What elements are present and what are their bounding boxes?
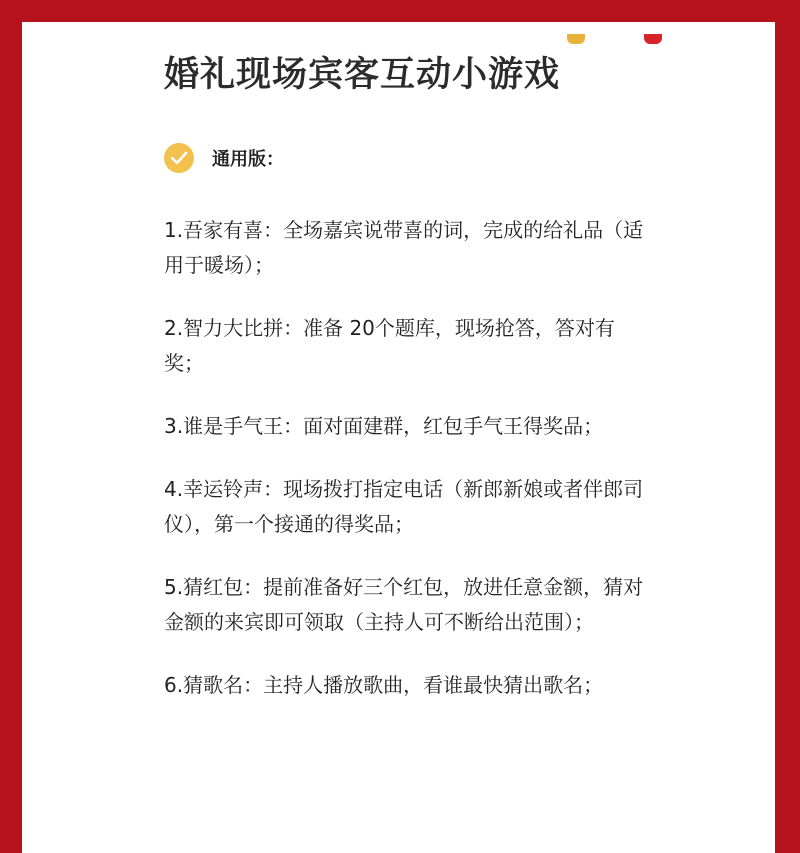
check-circle-icon — [164, 143, 194, 173]
decorative-ribbon-red — [644, 34, 662, 44]
game-list — [164, 213, 684, 703]
article-content — [164, 52, 684, 731]
section-label: 通用版： — [212, 149, 284, 170]
list-item: 6.猜歌名：主持人播放歌曲，看谁最快猜出歌名； — [164, 673, 604, 697]
list-item: 1.吾家有喜：全场嘉宾说带喜的词，完成的给礼品（适用于暖场）； — [164, 218, 644, 277]
list-item: 5.猜红包：提前准备好三个红包，放进任意金额，猜对金额的来宾即可领取（主持人可不断给出范围）； — [164, 575, 644, 634]
section-heading — [164, 143, 684, 173]
page-title: 婚礼现场宾客互动小游戏 — [164, 55, 561, 95]
list-item: 4.幸运铃声：现场拨打指定电话（新郎新娘或者伴郎司仪），第一个接通的得奖品； — [164, 477, 644, 536]
list-item: 3.谁是手气王：面对面建群，红包手气王得奖品； — [164, 414, 604, 438]
white-card — [22, 22, 775, 853]
list-item: 2.智力大比拼：准备 20个题库，现场抢答，答对有奖； — [164, 316, 615, 375]
decorative-ribbon-yellow — [567, 34, 585, 44]
